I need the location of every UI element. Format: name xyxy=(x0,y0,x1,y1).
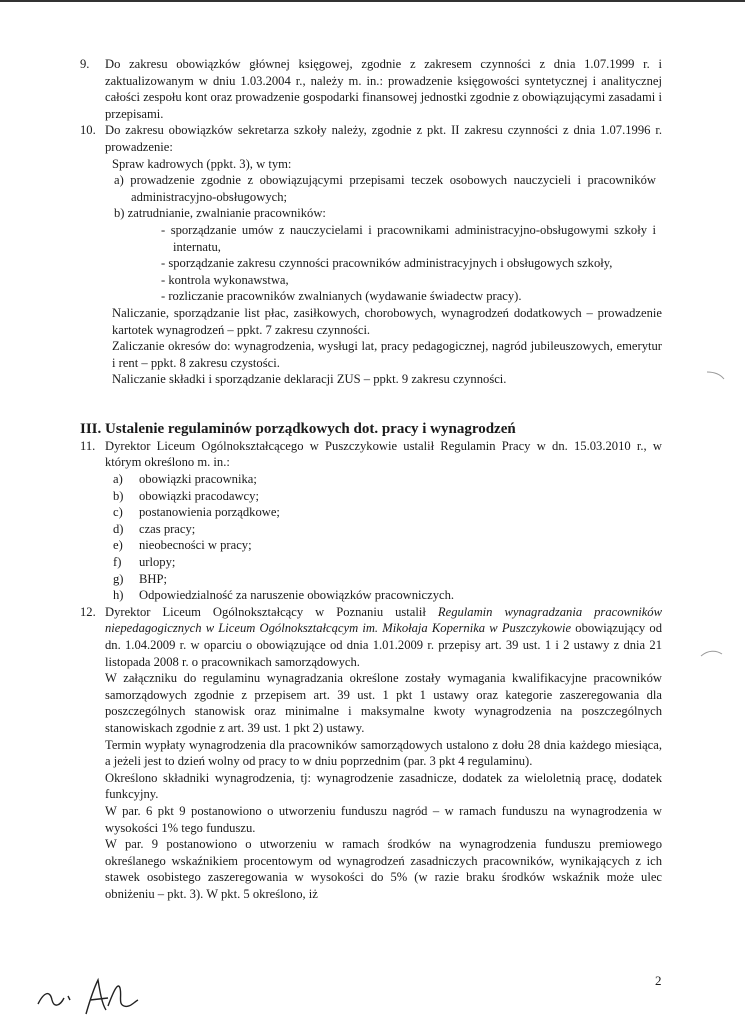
list-label: a) xyxy=(113,472,123,487)
list-text: czas pracy; xyxy=(139,521,196,536)
item-number: 12. xyxy=(80,604,96,619)
sub-heading: Spraw kadrowych (ppkt. 3), w tym: xyxy=(112,156,292,171)
paragraph: Zaliczanie okresów do: wynagrodzenia, wysługi lat, pracy pedagogicznej, nagród jubileuszowych, emerytur i rent – ppkt. 8 zakresu czystości. xyxy=(112,339,662,370)
item-number: 9. xyxy=(80,57,90,71)
list-label: h) xyxy=(113,588,124,603)
item-text xyxy=(105,604,662,670)
list-label: b) xyxy=(113,488,124,503)
item-12 xyxy=(80,604,662,903)
item-text: Dyrektor Liceum Ogólnokształcącego w Puszczykowie ustalił Regulamin Pracy w dn. 15.03.2010 r., w którym określono m. in.: xyxy=(105,438,662,470)
item-11 xyxy=(80,438,662,604)
top-border-line xyxy=(0,0,745,2)
list-text: nieobecności w pracy; xyxy=(139,538,252,553)
document-page xyxy=(80,56,662,903)
sub-point-a: a) prowadzenie zgodnie z obowiązującymi przepisami teczek osobowych nauczycieli i pracowników administracyjno-obsługowych; xyxy=(114,173,656,204)
list-text: obowiązki pracownika; xyxy=(139,472,257,487)
paragraph: Określono składniki wynagrodzenia, tj: wynagrodzenie zasadnicze, dodatek za wieloletnią pracę, dodatek funkcyjny. xyxy=(105,770,662,802)
paragraph: Termin wypłaty wynagrodzenia dla pracowników samorządowych ustalono z dołu 28 dnia każdego miesiąca, a jeżeli jest to dzień wolny od pracy to w dniu poprzednim (par. 3 pkt 4 regulaminu). xyxy=(105,737,662,769)
dash-item: - sporządzanie umów z nauczycielami i pracownikami administracyjno-obsługowymi szkoły i internatu, xyxy=(161,222,656,254)
list-text: BHP; xyxy=(139,571,167,586)
regulation-list xyxy=(105,471,662,604)
item-number: 11. xyxy=(80,438,96,453)
list-item xyxy=(105,471,662,488)
margin-mark-icon xyxy=(706,370,726,380)
paragraph: W załączniku do regulaminu wynagradzania określone zostały wymagania kwalifikacyjne pracowników samorządowych zgodnie z przepisem art. 39 ust. 1 pkt 1 ustawy oraz kategorie zaszeregowania dla poszczególnych stanowisk oraz minimalne i maksymalne kwoty wynagrodzenia na poszczególnych stanowiskach zgodnie z art. 39 ust. 1 pkt 2) ustawy. xyxy=(105,671,662,735)
list-label: d) xyxy=(113,521,124,536)
paragraph: W par. 9 postanowiono o utworzeniu w ramach środków na wynagrodzenia funduszu premiowego określanego wskaźnikiem procentowym od wynagrodzeń zasadniczych pracowników, wynikających z ich stawek osobistego zaszeregowania w wysokości do 5% (w razie braku środków wskaźnik może ulec obniżeniu – pkt. 3). W pkt. 5 określono, iż xyxy=(105,837,662,901)
list-item xyxy=(105,587,662,604)
list-item xyxy=(105,488,662,505)
margin-mark-icon xyxy=(700,648,724,658)
item-10 xyxy=(80,122,662,388)
section-heading: III. Ustalenie regulaminów porządkowych dot. pracy i wynagrodzeń xyxy=(80,420,516,437)
item-text: Do zakresu obowiązków sekretarza szkoły należy, zgodnie z pkt. II zakresu czynności z dnia 1.07.1996 r. prowadzenie: xyxy=(105,123,662,154)
paragraph: W par. 6 pkt 9 postanowiono o utworzeniu funduszu nagród – w ramach funduszu na wynagrodzenia w wysokości 1% tego funduszu. xyxy=(105,803,662,835)
dash-item: - sporządzanie zakresu czynności pracowników administracyjnych i obsługowych szkoły, xyxy=(161,256,613,271)
item-9 xyxy=(80,56,662,122)
list-text: obowiązki pracodawcy; xyxy=(139,488,259,503)
handwritten-initials xyxy=(34,970,144,1018)
list-label: f) xyxy=(113,555,122,570)
item-number: 10. xyxy=(80,123,96,138)
list-label: g) xyxy=(113,571,124,586)
dash-item: - kontrola wykonawstwa, xyxy=(161,272,289,287)
sub-point-b: b) zatrudnianie, zwalnianie pracowników: xyxy=(114,206,326,221)
list-label: e) xyxy=(113,538,123,553)
list-text: Odpowiedzialność za naruszenie obowiązków pracowniczych. xyxy=(139,588,455,603)
list-item xyxy=(105,504,662,521)
text-before: Dyrektor Liceum Ogólnokształcący w Poznaniu ustalił xyxy=(105,604,426,619)
list-text: postanowienia porządkowe; xyxy=(139,505,280,520)
list-item xyxy=(105,554,662,571)
paragraph: Naliczanie składki i sporządzanie deklaracji ZUS – ppkt. 9 zakresu czynności. xyxy=(112,372,507,387)
list-item xyxy=(105,521,662,538)
list-text: urlopy; xyxy=(139,555,176,570)
dash-item: - rozliczanie pracowników zwalnianych (wydawanie świadectw pracy). xyxy=(161,289,522,304)
regulation-title: Regulamin wynagradzania pracowników niepedagogicznych w Liceum Ogólnokształcącym im. Mikołaja Kopernika w Puszczykowie xyxy=(105,604,662,636)
list-label: c) xyxy=(113,505,123,520)
paragraph: Naliczanie, sporządzanie list płac, zasiłkowych, chorobowych, wynagrodzeń dodatkowych – prowadzenie kartotek wynagrodzeń – ppkt. 7 zakresu czynności. xyxy=(112,305,662,337)
list-item xyxy=(105,571,662,588)
list-item xyxy=(105,537,662,554)
text-after: obowiązujący od dn. 1.04.2009 r. w oparciu o obowiązujące od dnia 1.01.2009 r. przepisy art. 39 ust. 1 i 2 ustawy z dnia 21 listopada 2008 r. o pracownikach samorządowych. xyxy=(105,621,662,669)
item-text: Do zakresu obowiązków głównej księgowej, zgodnie z zakresem czynności z dnia 1.07.1999 r. i zaktualizowanym w dniu 1.03.2004 r., należy m. in.: prowadzenie księgowości syntetycznej i analitycznej całości zespołu kont oraz prowadzenie gospodarki finansowej jednostki zgodnie z obowiązującymi zasadami i przepisami. xyxy=(105,57,662,121)
page-number: 2 xyxy=(655,973,662,988)
